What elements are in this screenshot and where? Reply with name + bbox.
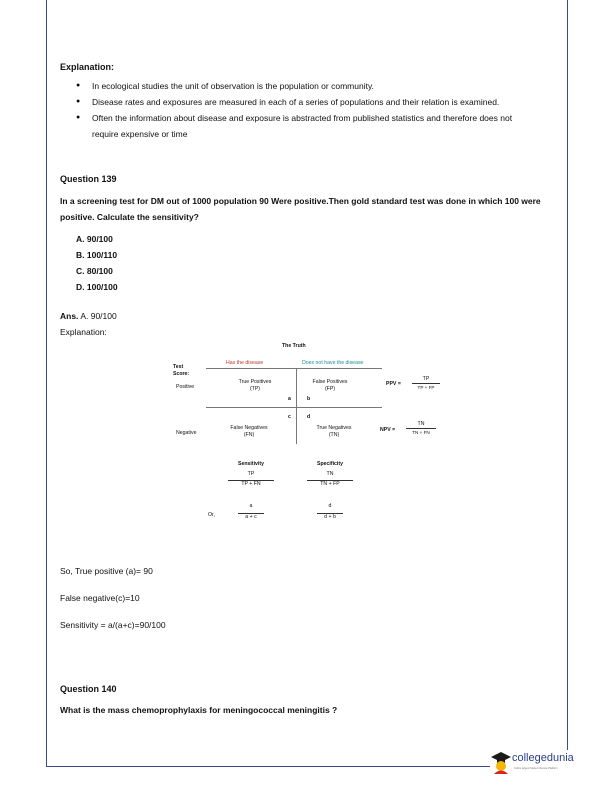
options-list: [76, 231, 118, 295]
sensitivity-numerator: TP: [247, 471, 255, 477]
calc-line-2: False negative(c)=10: [60, 593, 140, 603]
option-d: D. 100/100: [76, 282, 118, 292]
or-label: Or,: [208, 512, 215, 518]
question-140-heading: Question 140: [60, 684, 117, 694]
collegedunia-logo[interactable]: [490, 750, 574, 776]
answer-line: [60, 311, 117, 321]
tp-cell: [230, 379, 280, 393]
ppv-denominator: TP + FP: [412, 383, 440, 391]
logo-tagline: India's largest Student Review Platform: [514, 767, 558, 770]
fn-abbr: (FN): [243, 432, 255, 438]
logo-text: collegedunia: [512, 752, 574, 764]
answer-label: Ans.: [60, 311, 79, 321]
specificity-alt-fraction: [317, 503, 343, 521]
ppv-numerator: TP: [422, 376, 430, 382]
cell-c: c: [288, 414, 291, 420]
specificity-alt-denominator: d + b: [317, 513, 343, 521]
cell-a: a: [288, 396, 291, 402]
sensitivity-alt-denominator: a + c: [238, 513, 264, 521]
npv-denominator: TN + FN: [406, 428, 436, 436]
tp-label: True Positives: [238, 379, 272, 385]
cell-b: b: [307, 396, 311, 402]
bullet-1: ● In ecological studies the unit of observation is the population or community.: [60, 78, 540, 94]
option-b: B. 100/110: [76, 250, 118, 260]
sensitivity-title: Sensitivity: [238, 461, 264, 467]
explanation-heading: Explanation:: [60, 62, 115, 72]
specificity-numerator: TN: [326, 471, 334, 477]
npv-numerator: TN: [417, 421, 425, 427]
sensitivity-denominator: TP + FN: [228, 480, 274, 488]
fp-label: False Positives: [312, 379, 348, 385]
npv-label: NPV =: [380, 427, 396, 433]
fn-cell: [224, 425, 274, 439]
ppv-fraction: [412, 376, 440, 391]
calc-line-3: Sensitivity = a/(a+c)=90/100: [60, 620, 166, 630]
fp-abbr: (FP): [324, 386, 336, 392]
tn-cell: [306, 425, 362, 439]
sensitivity-alt-numerator: a: [249, 503, 253, 509]
grid-middle-line: [206, 407, 382, 408]
specificity-block: [307, 461, 353, 488]
graduate-icon: [490, 750, 512, 774]
has-disease-label: Has the disease: [226, 360, 264, 366]
npv-fraction: [406, 421, 436, 436]
question-139-heading: Question 139: [60, 174, 117, 184]
cell-d: d: [307, 414, 311, 420]
option-c: C. 80/100: [76, 266, 113, 276]
bullet-3: ● Often the information about disease and exposure is abstracted from published statistics and therefore does not require expensive or time: [60, 110, 540, 142]
bullet-2: ● Disease rates and exposures are measured in each of a series of populations and their relation is examined.: [60, 94, 540, 110]
sensitivity-diagram: [160, 340, 460, 530]
negative-label: Negative: [176, 430, 197, 436]
not-have-disease-label: Does not have the disease: [302, 360, 364, 366]
calc-line-1: So, True positive (a)= 90: [60, 566, 153, 576]
fn-label: False Negatives: [230, 425, 268, 431]
sensitivity-block: [228, 461, 274, 488]
question-140-text: What is the mass chemoprophylaxis for meningococcal meningitis ?: [60, 705, 338, 715]
question-139-text: In a screening test for DM out of 1000 population 90 Were positive.Then gold standard test was done in which 100 were positive. Calculate the sensitivity?: [60, 196, 541, 222]
test-score-label: Test Score:: [173, 364, 190, 377]
ppv-label: PPV =: [386, 381, 401, 387]
tp-abbr: (TP): [249, 386, 261, 392]
the-truth-label: The Truth: [282, 343, 306, 349]
fp-cell: [302, 379, 358, 393]
specificity-alt-numerator: d: [328, 503, 332, 509]
tn-label: True Negatives: [316, 425, 352, 431]
positive-label: Positive: [176, 384, 195, 390]
sensitivity-alt-fraction: [238, 503, 264, 521]
explanation-bullets: [60, 78, 540, 142]
option-a: A. 90/100: [76, 234, 113, 244]
explanation-2-heading: Explanation:: [60, 327, 107, 337]
tn-abbr: (TN): [328, 432, 340, 438]
specificity-title: Specificity: [317, 461, 343, 467]
grid-vertical-line: [296, 368, 297, 444]
answer-value: A. 90/100: [80, 311, 117, 321]
grid-top-line: [206, 368, 382, 369]
specificity-denominator: TN + FP: [307, 480, 353, 488]
